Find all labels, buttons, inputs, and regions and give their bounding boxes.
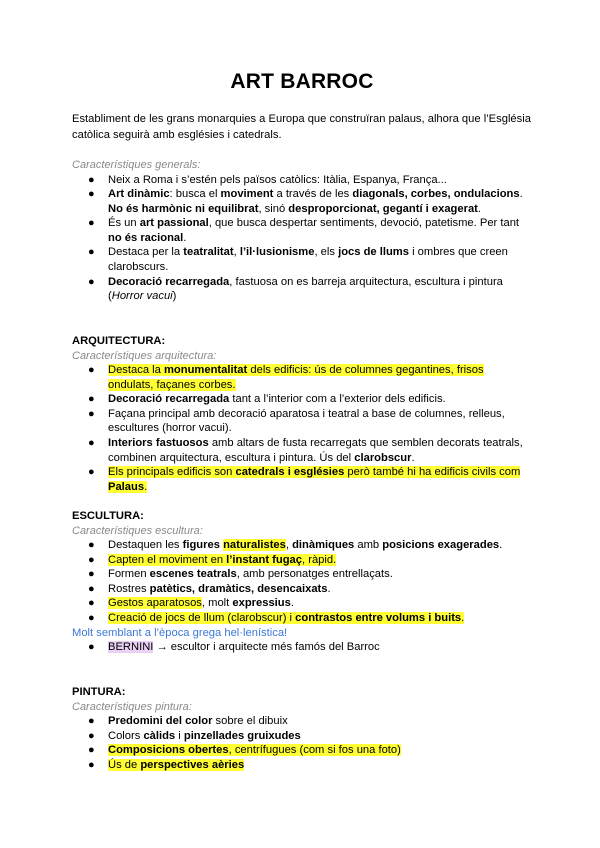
list-item: ● Decoració recarregada tant a l’interior com a l’exterior dels edificis.: [88, 393, 446, 406]
list-item: ● Façana principal amb decoració aparatosa i teatral a base de columnes, relleus, escultures (horror vacui).: [88, 407, 505, 435]
list-item: ● Capten el moviment en l’instant fugaç, ràpid.: [88, 553, 337, 566]
list-item: ● Ús de perspectives aèries: [88, 758, 245, 771]
bullet-icon: ●: [88, 173, 95, 186]
list-item: ● Neix a Roma i s’estén pels països catòlics: Itàlia, Espanya, França...: [88, 173, 447, 186]
list-item: ● Interiors fastuosos amb altars de fusta recarregats que semblen decorats teatrals, combinen arquitectura, escultura i pintura. Ús del clarobscur.: [88, 436, 523, 464]
list-item: ● BERNINI → escultor i arquitecte més famós del Barroc: [88, 641, 380, 654]
bullet-icon: ●: [88, 466, 95, 479]
arquitectura-heading: ARQUITECTURA:: [72, 335, 166, 347]
arquitectura-list: [72, 363, 532, 494]
list-item: ● Destaca la monumentalitat dels edificis: ús de columnes gegantines, frisos ondulats, façanes corbes.: [88, 364, 484, 391]
list-item: ● Art dinàmic: busca el moviment a través de les diagonals, corbes, ondulacions. No és harmònic ni equilibrat, sinó desproporcionat, gegantí i exagerat.: [88, 188, 523, 215]
list-item: ● És un art passional, que busca despertar sentiments, devoció, patetisme. Per tant no és racional.: [88, 217, 520, 244]
bernini-name: BERNINI: [108, 641, 154, 654]
escultura-heading: ESCULTURA:: [72, 510, 144, 522]
list-item: ● Composicions obertes, centrífugues (com si fos una foto): [88, 744, 401, 757]
bullet-icon: ●: [88, 217, 95, 230]
bullet-icon: ●: [88, 597, 95, 610]
list-item: ● Creació de jocs de llum (clarobscur) i contrastos entre volums i buits.: [88, 611, 465, 624]
bullet-icon: ●: [88, 364, 95, 376]
bullet-icon: ●: [88, 729, 95, 742]
bernini-list: [72, 640, 532, 655]
bullet-icon: ●: [88, 275, 95, 288]
escultura-section: [72, 509, 532, 655]
list-item: ● Destaquen les figures naturalistes, dinàmiques amb posicions exagerades.: [88, 539, 503, 551]
hellenistic-note: Molt semblant a l’època grega hel·lenística!: [72, 626, 288, 639]
general-list: [72, 173, 532, 304]
bullet-icon: ●: [88, 246, 95, 259]
escultura-subheading: Característiques escultura:: [72, 524, 203, 537]
pintura-section: [72, 685, 532, 772]
bullet-icon: ●: [88, 582, 95, 595]
bullet-icon: ●: [88, 553, 95, 566]
list-item: ● Decoració recarregada, fastuosa on es barreja arquitectura, escultura i pintura (Horror vacui): [88, 275, 503, 303]
pintura-subheading: Característiques pintura:: [72, 700, 192, 713]
list-item: ● Rostres patètics, dramàtics, desencaixats.: [88, 582, 331, 595]
bullet-icon: ●: [88, 188, 95, 201]
document-title: ART BARROC: [230, 70, 374, 93]
escultura-list: [72, 538, 532, 626]
bullet-icon: ●: [88, 758, 95, 771]
bullet-icon: ●: [88, 715, 95, 727]
bullet-icon: ●: [88, 568, 95, 581]
general-subheading: Característiques generals:: [72, 159, 201, 171]
general-section: [72, 158, 532, 304]
bullet-icon: ●: [88, 744, 95, 757]
list-item: ● Gestos aparatosos, molt expressius.: [88, 597, 294, 610]
list-item: ● Els principals edificis son catedrals i esglésies però també hi ha edificis civils com Palaus.: [88, 466, 521, 493]
pintura-list: [72, 714, 532, 772]
list-item: ● Colors càlids i pinzellades gruixudes: [88, 729, 301, 742]
list-item: ● Formen escenes teatrals, amb personatges entrellaçats.: [88, 568, 393, 581]
list-item: ● Destaca per la teatralitat, l’il·lusionisme, els jocs de llums i ombres que creen clarobscurs.: [88, 246, 508, 274]
bullet-icon: ●: [88, 436, 95, 449]
bullet-icon: ●: [88, 611, 95, 624]
bullet-icon: ●: [88, 641, 95, 654]
intro-paragraph: Establiment de les grans monarquies a Europa que construïran palaus, alhora que l’Església catòlica seguirà amb esglésies i catedrals.: [72, 113, 531, 141]
pintura-heading: PINTURA:: [72, 686, 126, 698]
bullet-icon: ●: [88, 393, 95, 406]
arquitectura-subheading: Característiques arquitectura:: [72, 349, 217, 362]
list-item: ● Predomini del color sobre el dibuix: [88, 715, 288, 727]
bullet-icon: ●: [88, 407, 95, 420]
bullet-icon: ●: [88, 539, 95, 551]
arquitectura-section: [72, 334, 532, 494]
